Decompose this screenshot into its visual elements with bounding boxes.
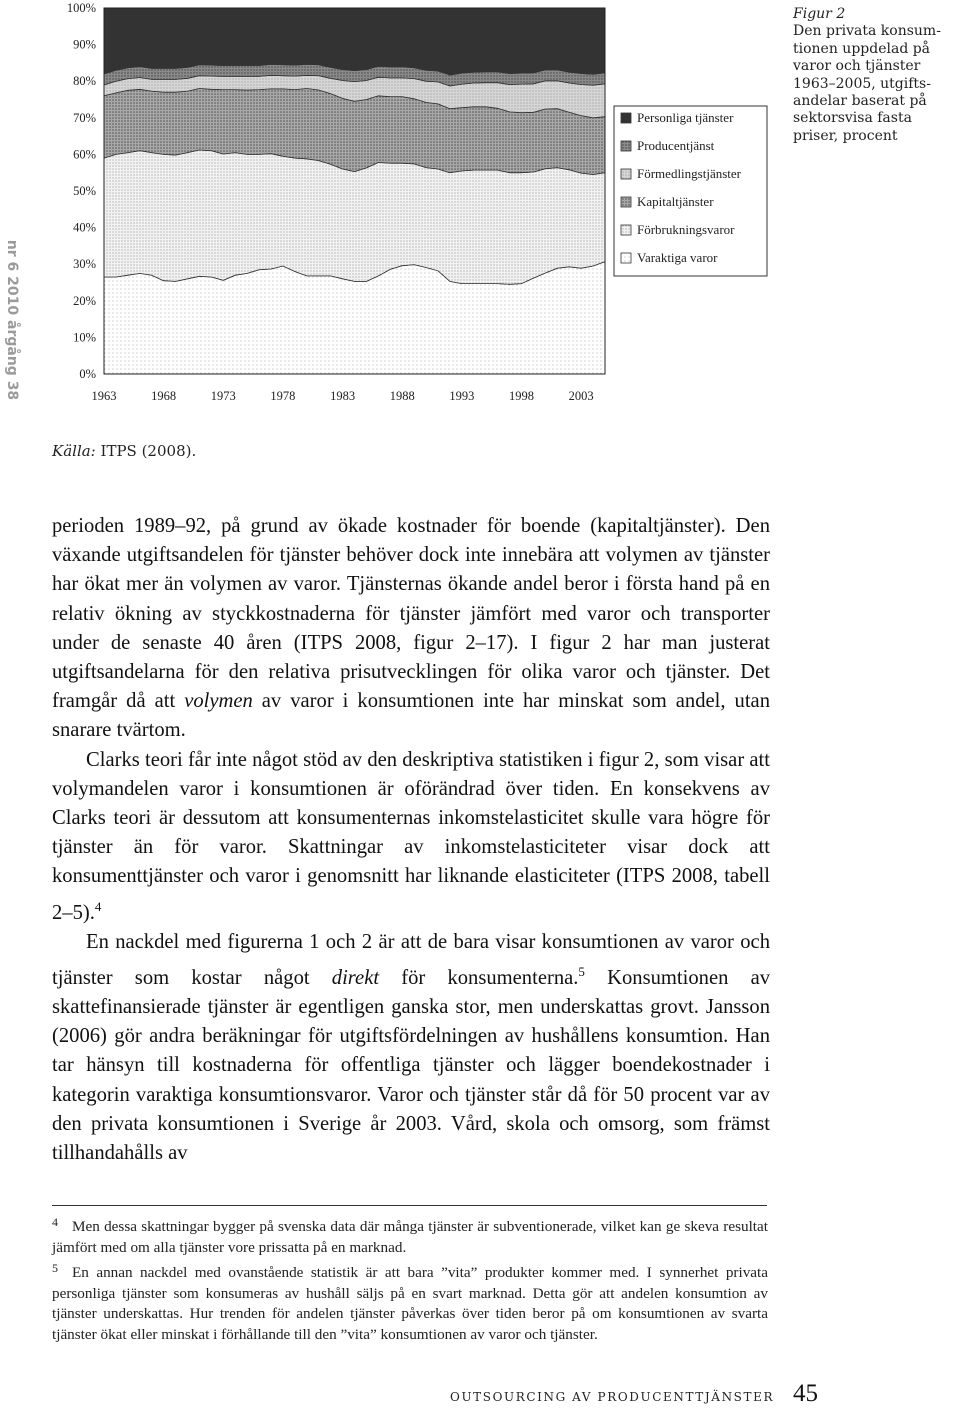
x-tick-label: 2003 bbox=[568, 389, 594, 403]
y-axis bbox=[67, 1, 96, 381]
x-tick-label: 1988 bbox=[389, 389, 415, 403]
area-series-5 bbox=[104, 8, 605, 75]
x-tick-label: 1968 bbox=[151, 389, 177, 403]
y-tick-label: 10% bbox=[73, 330, 96, 345]
figure-source bbox=[52, 442, 196, 460]
source-label: Källa: bbox=[52, 442, 96, 460]
x-tick-label: 1983 bbox=[330, 389, 356, 403]
paragraph: perioden 1989–92, på grund av ökade kostnader för boende (kapitaltjänster). Den växande utgiftsandelen för tjänster behöver dock inte innebära att volymen av tjänster har ökat mer än volymen av varor. Tjänsternas ökande andel beror i första hand på en relativ ökning av styckkostnaderna för tjänster jämfört med varor och transporter under de senaste 40 åren (ITPS 2008, figur 2–17). I figur 2 har man justerat utgiftsandelarna för den relativa prisutvecklingen för olika varor och tjänster. Det framgår då att volymen av varor i konsumtionen inte har minskat som andel, utan snarare tvärtom. bbox=[52, 515, 770, 742]
journal-side-tab bbox=[0, 239, 30, 401]
y-tick-label: 50% bbox=[73, 184, 96, 198]
y-tick-label: 0% bbox=[79, 367, 96, 381]
legend-label: Kapitaltjänster bbox=[637, 194, 714, 209]
paragraph: Clarks teori får inte något stöd av den deskriptiva statistiken i figur 2, som visar att volymandelen varor i konsumtionen är oförändrad över tiden. En konsekvens av Clarks teori är dessutom att konsumenternas inkomstelasticitet skulle vara högre för tjänster än för varor. Skattningar av inkomstelasticiteter visar dock att konsumenttjänster och varor i genomsnitt har liknande elasticiteter (ITPS 2008, tabell 2–5).$^4$ bbox=[52, 748, 770, 924]
legend-label: Personliga tjänster bbox=[637, 110, 734, 125]
y-tick-label: 40% bbox=[73, 220, 96, 235]
legend-swatch bbox=[621, 113, 631, 123]
y-tick-label: 80% bbox=[73, 74, 96, 89]
legend-swatch bbox=[621, 169, 631, 179]
footnote-divider bbox=[52, 1205, 767, 1206]
x-tick-label: 1978 bbox=[270, 389, 296, 403]
page-number: 45 bbox=[793, 1380, 818, 1407]
footnote: $^4$ Men dessa skattningar bygger på svenska data där många tjänster är subventionerade, vilket kan ge skeva resultat jämfört med om alla tjänster vore prissatta på en marknad. bbox=[52, 1215, 768, 1256]
x-tick-label: 1993 bbox=[449, 389, 475, 403]
running-head: OUTSOURCING AV PRODUCENTTJÄNSTER bbox=[450, 1390, 775, 1404]
source-text: ITPS (2008). bbox=[95, 442, 197, 460]
legend-label: Förmedlingstjänster bbox=[637, 166, 741, 181]
chart-legend bbox=[614, 106, 767, 276]
caption-line: varor och tjänster bbox=[793, 58, 921, 75]
caption-line: sektorsvisa fasta bbox=[793, 110, 912, 127]
footnote-ref: 4 bbox=[94, 898, 102, 914]
y-tick-label: 100% bbox=[66, 1, 96, 15]
legend-swatch bbox=[621, 197, 631, 207]
x-tick-label: 1998 bbox=[509, 389, 534, 403]
side-tab-text: nr 6 2010 årgång 38 bbox=[4, 239, 20, 401]
x-tick-label: 1963 bbox=[91, 389, 117, 403]
figure-caption bbox=[793, 6, 960, 145]
body-text bbox=[52, 512, 770, 1168]
y-tick-label: 20% bbox=[73, 293, 96, 308]
area-layers bbox=[104, 8, 605, 374]
caption-line: Den privata konsum- bbox=[793, 23, 941, 40]
caption-line: tionen uppdelad på bbox=[793, 40, 931, 57]
y-tick-label: 30% bbox=[73, 257, 96, 272]
stacked-area-chart bbox=[40, 0, 780, 420]
caption-line: priser, procent bbox=[793, 127, 898, 144]
y-tick-label: 60% bbox=[73, 147, 96, 162]
legend-swatch bbox=[621, 253, 631, 263]
legend-label: Förbrukningsvaror bbox=[637, 222, 735, 237]
footnote: $^5$ En annan nackdel med ovanstående statistik är att bara ”vita” produkter kommer med. I synnerhet privata personliga tjänster som konsumeras av hushåll säljs på en svart marknad. Detta gör att andelen konsumtion av tjänster underskattas. Hur trenden för andelen tjänster påverkas över tiden beror på om konsumtionen av svarta tjänster ökat eller minskat i förhållande till den ”vita” konsumtionen av varor och tjänster. bbox=[52, 1261, 768, 1343]
x-axis bbox=[92, 389, 594, 403]
caption-line: 1963–2005, utgifts- bbox=[793, 75, 931, 92]
y-tick-label: 70% bbox=[73, 110, 96, 125]
footnote-ref: 5 bbox=[578, 963, 585, 979]
legend-label: Varaktiga varor bbox=[637, 250, 718, 265]
footnotes bbox=[52, 1212, 768, 1345]
legend-swatch bbox=[621, 141, 631, 151]
x-tick-label: 1973 bbox=[210, 389, 236, 403]
y-tick-label: 90% bbox=[73, 37, 96, 52]
caption-line: andelar baserat på bbox=[793, 93, 927, 110]
figure-number: Figur 2 bbox=[793, 6, 846, 22]
paragraph: En nackdel med figurerna 1 och 2 är att de bara visar konsumtionen av varor och tjänster som kostar något direkt för konsumenterna.$^5$ Konsumtionen av skattefinansierade tjänster är egentligen ganska stor, men underskattas grovt. Jansson (2006) gör andra beräkningar för utgiftsfördelningen av hushållens konsumtion. Han tar hänsyn till kostnaderna för offentliga tjänster och lägger boendekostnader i kategorin varaktiga konsumtionsvaror. Varor och tjänster står då för 50 procent var av den privata konsumtionen i Sverige år 2003. Vård, skola och omsorg, som främst tillhandahålls av bbox=[52, 930, 771, 1164]
legend-label: Producentjänst bbox=[637, 138, 715, 153]
legend-swatch bbox=[621, 225, 631, 235]
